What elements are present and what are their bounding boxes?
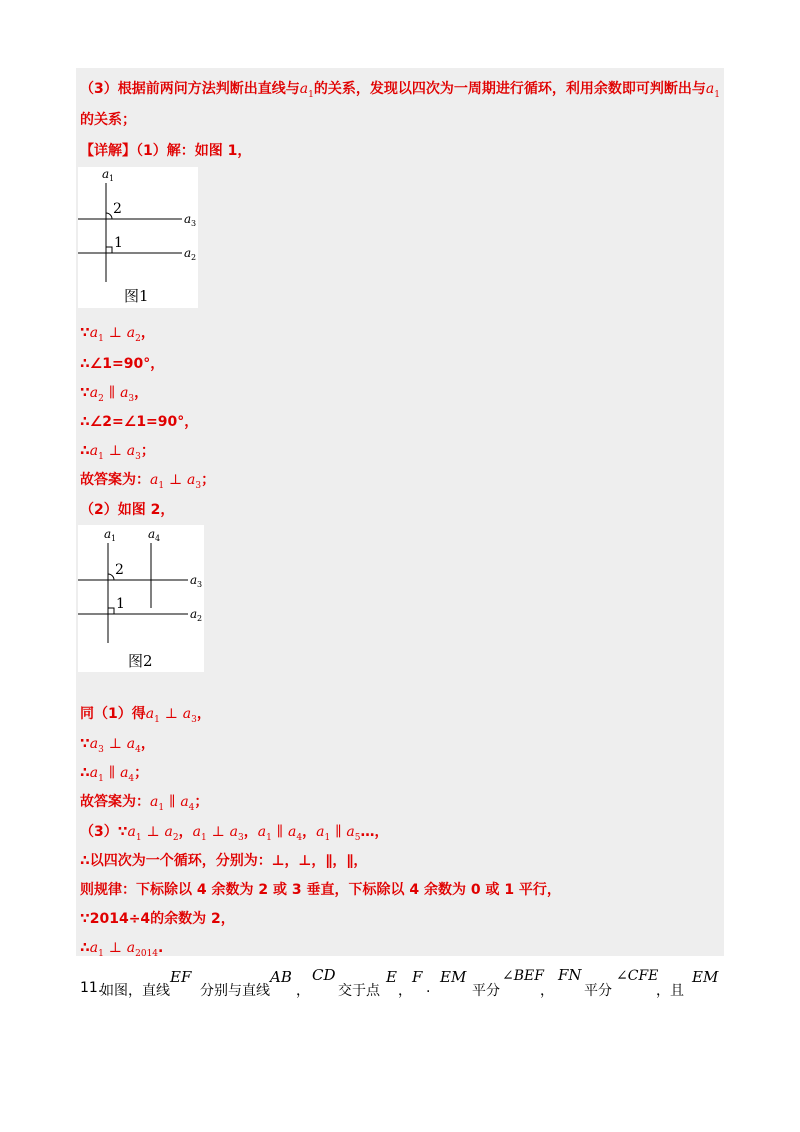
question-11: 11. 如图，直线 EF 分别与直线 AB ， CD 交于点 E ， F . EM 平分 ∠BEF ， FN 平分 ∠CFE ，且 EM	[80, 966, 719, 999]
svg-text:2: 2	[113, 201, 122, 217]
math-a1: $a_1$	[299, 81, 314, 100]
answer-2: 故答案为：$a_1$ ∥ $a_4$；	[80, 794, 209, 813]
step-4: ∴∠2=∠1=90°，	[80, 414, 199, 430]
cycle-line: ∴以四次为一个循环，分别为：⊥，⊥，∥，∥，	[80, 853, 368, 869]
svg-text:1: 1	[109, 174, 115, 183]
same-as-1: 同（1）得$a_1$ ⊥ $a_3$，	[80, 706, 211, 725]
svg-text:2: 2	[197, 614, 203, 623]
final-line: $\therefore a_1$ ⊥ $a_{2014}$.	[80, 940, 164, 959]
svg-text:a: a	[190, 573, 198, 587]
part2-label: （2）如图 2，	[80, 502, 175, 518]
analysis-line-2: 的关系；	[80, 112, 136, 128]
detail-heading: 【详解】（1）解：如图 1，	[80, 143, 252, 159]
figure-2	[78, 525, 204, 672]
svg-text:2: 2	[115, 562, 124, 578]
svg-text:a: a	[148, 527, 156, 541]
answer-1: 故答案为：$a_1$ ⊥ $a_3$；	[80, 472, 216, 491]
remainder-line: ∵2014÷4的余数为 2，	[80, 911, 235, 927]
svg-text:a: a	[190, 607, 198, 621]
part3-line: $(3)\because a_1$ ⊥ $a_2$，$a_1$ ⊥ $a_3$，$a_1$ ∥ $a_4$，$a_1$ ∥ $a_5\dots$，	[80, 824, 389, 843]
svg-text:4: 4	[155, 534, 161, 543]
step-1: $\because a_1$ ⊥ $a_2$，	[80, 325, 155, 344]
svg-text:a: a	[104, 527, 112, 541]
step-3: $\because a_2$ ∥ $a_3$，	[80, 385, 149, 404]
figure-1-caption: 图1	[124, 287, 149, 305]
svg-text:a: a	[184, 212, 192, 226]
svg-text:3: 3	[197, 580, 203, 589]
math-a1: $a_1$	[705, 81, 720, 100]
step-5: $\therefore a_1$ ⊥ $a_3$；	[80, 443, 155, 462]
figure-2-caption: 图2	[128, 652, 153, 670]
svg-text:2: 2	[191, 253, 197, 262]
analysis-line-1: （3）根据前两问方法判断出直线与$a_1$的关系，发现以四次为一周期进行循环，利用余数即可判断出与$a_1$	[80, 81, 720, 100]
step-2: ∴∠1=90°，	[80, 356, 165, 372]
svg-text:a: a	[102, 167, 110, 181]
svg-text:a: a	[184, 246, 192, 260]
svg-text:3: 3	[191, 219, 197, 228]
rule-line: 则规律：下标除以 4 余数为 2 或 3 垂直，下标除以 4 余数为 0 或 1 平行，	[80, 882, 561, 898]
step-p2-2: $\therefore a_1$ ∥ $a_4$；	[80, 765, 149, 784]
svg-text:1: 1	[116, 596, 125, 612]
svg-text:1: 1	[114, 235, 123, 251]
figure-1	[78, 167, 198, 308]
svg-text:1: 1	[111, 534, 117, 543]
step-p2-1: $\because a_3$ ⊥ $a_4$，	[80, 736, 155, 755]
